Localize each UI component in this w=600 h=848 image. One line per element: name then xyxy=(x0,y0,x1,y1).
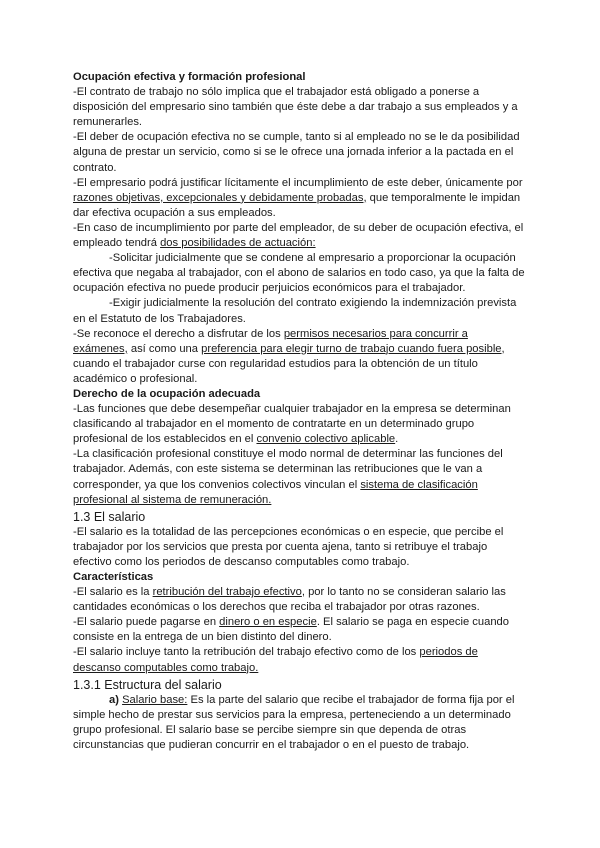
list-label: a) xyxy=(109,693,123,706)
text: -Se reconoce el derecho a disfrutar de los xyxy=(73,327,284,340)
paragraph xyxy=(73,693,525,753)
text: . xyxy=(395,433,399,446)
underlined-text: retribución del trabajo efectivo xyxy=(152,586,302,599)
text: , por lo tanto no se consideran salario las cantidades económicas o los derechos que reciba el trabajador por otras razones. xyxy=(73,586,506,614)
section-title-salario: 1.3 El salario xyxy=(73,509,146,524)
text: -El empresario podrá justificar lícitamente el incumplimiento de este deber, únicamente por xyxy=(73,176,523,189)
paragraph xyxy=(73,176,525,221)
text: que temporalmente le impidan dar efectiva ocupación a sus empleados. xyxy=(73,191,521,219)
text: -Las funciones que debe desempeñar cualquier trabajador en la empresa se determinan clasificando al trabajador en el momento de contratarte en un determinado grupo profesional de los establecidos en el xyxy=(73,403,511,446)
text: Es la parte del salario que recibe el trabajador de forma fija por el simple hecho de prestar sus servicios para la empresa, perteneciendo a un determinado grupo profesional. El salario base se percibe siempre sin que dependa de otras circunstancias que pudieran concurrir en el trabajador o en el puesto de trabajo. xyxy=(73,693,515,751)
heading-ocupacion-adecuada: Derecho de la ocupación adecuada xyxy=(73,387,261,400)
underlined-text: dos posibilidades de actuación: xyxy=(160,237,316,250)
paragraph: -El contrato de trabajo no sólo implica que el trabajador está obligado a ponerse a disposición del empresario sino también que éste debe a dar trabajo a sus empleados y a remunerarles. xyxy=(73,86,518,129)
paragraph xyxy=(73,585,525,615)
paragraph xyxy=(73,402,525,447)
underlined-text: periodos de descanso computables como trabajo. xyxy=(73,646,478,674)
underlined-text: sistema de clasificación profesional al sistema de remuneración. xyxy=(73,478,478,506)
section-title-estructura-salario: 1.3.1 Estructura del salario xyxy=(73,677,222,692)
paragraph xyxy=(73,615,525,645)
text: -En caso de incumplimiento por parte del empleador, de su deber de ocupación efectiva, el empleado tendrá xyxy=(73,221,524,250)
text: así como una xyxy=(127,342,202,355)
underlined-text: Salario base: xyxy=(122,693,188,706)
underlined-text: preferencia para elegir turno de trabajo cuando fuera posible xyxy=(201,342,502,355)
text: -El salario incluye tanto la retribución del trabajo efectivo como de los xyxy=(73,646,420,659)
paragraph xyxy=(73,221,525,251)
underlined-text: razones objetivas, excepcionales y debidamente probadas, xyxy=(73,191,367,204)
text: -La clasificación profesional constituye el modo normal de determinar las funciones del trabajador. Además, con este sistema se determinan las retribuciones que le van a corresponder, ya que los convenios colectivos vinculan el xyxy=(73,448,503,491)
underlined-text: dinero o en especie xyxy=(219,616,317,629)
text: -El salario puede pagarse en xyxy=(73,616,220,629)
heading-caracteristicas: Características xyxy=(73,571,154,583)
paragraph: -Exigir judicialmente la resolución del contrato exigiendo la indemnización prevista en el Estatuto de los Trabajadores. xyxy=(73,297,517,325)
text: . El salario se paga en especie cuando consiste en la entrega de un bien distinto del dinero. xyxy=(73,616,509,644)
text: , cuando el trabajador curse con regularidad estudios para la obtención de un título académico o profesional. xyxy=(73,342,505,385)
paragraph xyxy=(73,447,525,507)
paragraph xyxy=(73,645,525,675)
document-page xyxy=(73,70,525,753)
underlined-text: permisos necesarios para concurrir a exámenes, xyxy=(73,327,468,355)
paragraph: -El deber de ocupación efectiva no se cumple, tanto si al empleado no se le da posibilidad alguna de prestar un servicio, como si se le ofrece una jornada inferior a la pactada en el contrato. xyxy=(73,131,520,174)
underlined-text: convenio colectivo aplicable xyxy=(256,433,396,446)
paragraph: -Solicitar judicialmente que se condene al empresario a proporcionar la ocupación efectiva que negaba al trabajador, con el abono de salarios en todo caso, ya que la falta de ocupación efectiva no puede producir perjuicios económicos para el trabajador. xyxy=(73,252,525,295)
heading-ocupacion-efectiva: Ocupación efectiva y formación profesional xyxy=(73,71,306,83)
paragraph xyxy=(73,327,525,387)
paragraph: -El salario es la totalidad de las percepciones económicas o en especie, que percibe el trabajador por los servicios que presta por cuenta ajena, tanto si retribuye el trabajo efectivo como los periodos de descanso computables como trabajo. xyxy=(73,525,504,568)
text: -El salario es la xyxy=(73,586,153,599)
